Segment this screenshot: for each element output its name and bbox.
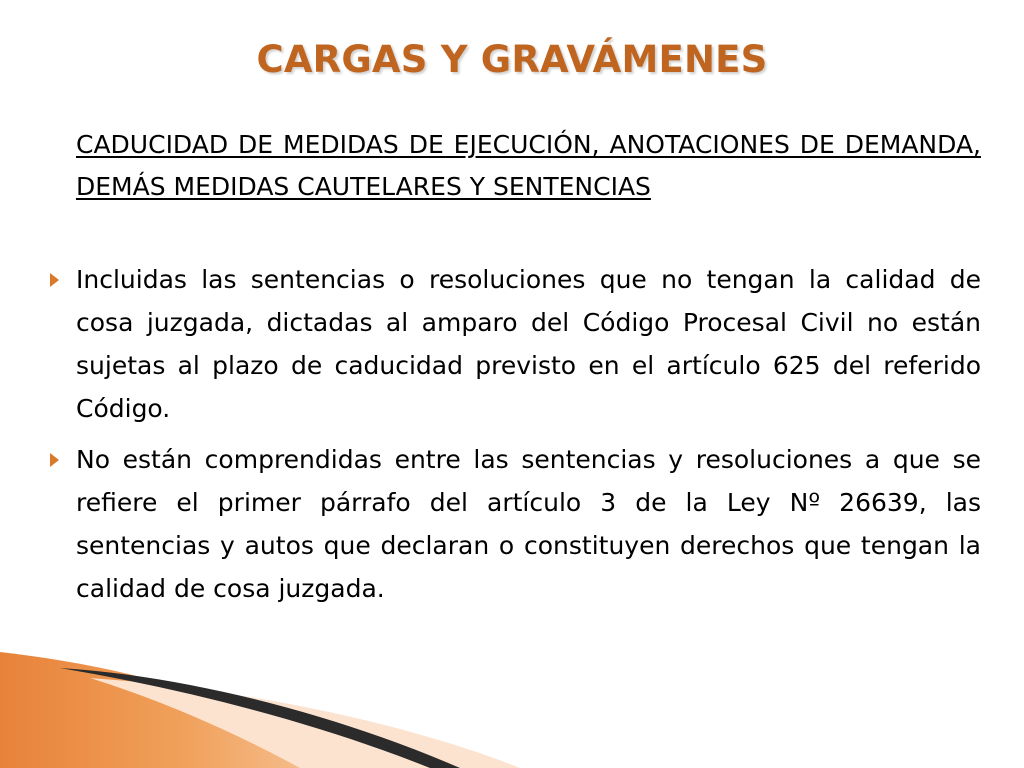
bullet-item xyxy=(46,438,981,610)
section-heading: CADUCIDAD DE MEDIDAS DE EJECUCIÓN, ANOTACIONES DE DEMANDA, DEMÁS MEDIDAS CAUTELARES Y SENTENCIAS xyxy=(76,130,981,201)
bullet-text: Incluidas las sentencias o resoluciones que no tengan la calidad de cosa juzgada, dictadas al amparo del Código Procesal Civil no están sujetas al plazo de caducidad previsto en el artículo 625 del referido Código. xyxy=(76,265,981,423)
slide-title: CARGAS Y GRAVÁMENES xyxy=(256,38,768,81)
triangle-right-icon xyxy=(50,273,59,287)
triangle-right-icon xyxy=(50,453,59,467)
bullet-item xyxy=(46,258,981,430)
bullet-list xyxy=(46,258,981,618)
bullet-text: No están comprendidas entre las sentencias y resoluciones a que se refiere el primer párrafo del artículo 3 de la Ley Nº 26639, las sentencias y autos que declaran o constituyen derechos que tengan la calidad de cosa juzgada. xyxy=(76,445,981,603)
